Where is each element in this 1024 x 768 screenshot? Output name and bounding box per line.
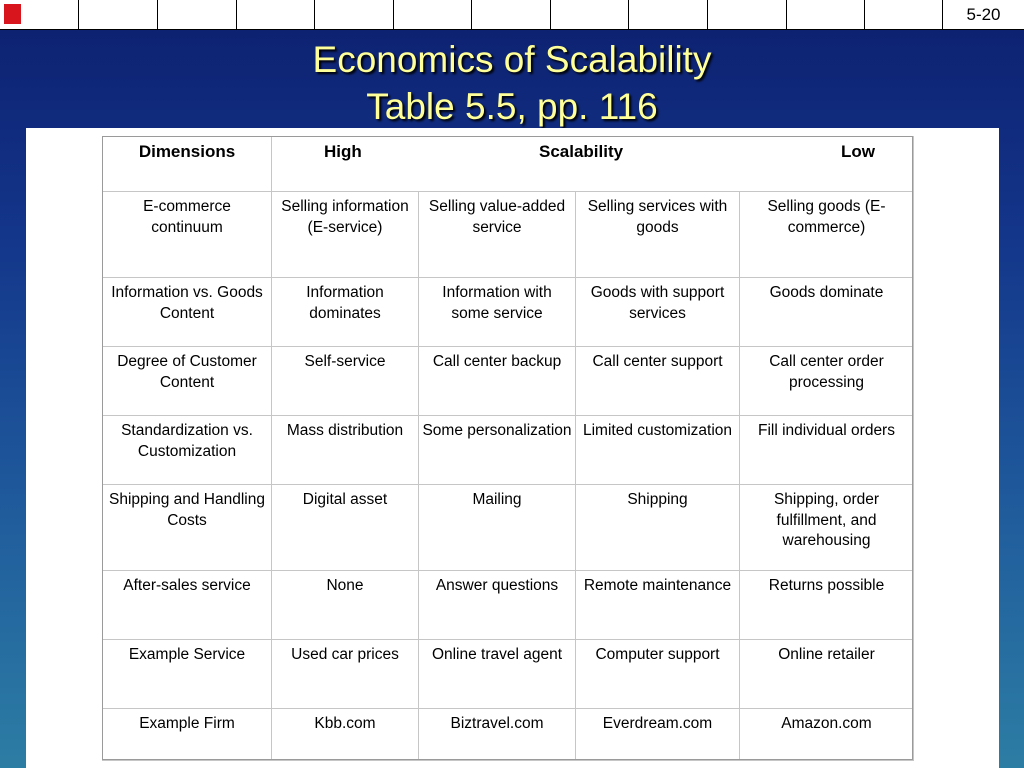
table-cell: Kbb.com: [272, 709, 419, 761]
bar-cell: [237, 0, 315, 29]
table-cell: Goods with support services: [576, 278, 740, 347]
table-cell: Answer questions: [419, 571, 576, 640]
row-dimension-cell: Standardization vs. Customization: [103, 416, 272, 485]
table-cell: Selling services with goods: [576, 192, 740, 278]
slide-title: [0, 36, 1024, 130]
table-cell: Call center backup: [419, 347, 576, 416]
title-line-1: Economics of Scalability: [312, 39, 712, 80]
table-row: [103, 640, 914, 709]
title-line-2: Table 5.5, pp. 116: [366, 86, 658, 127]
table-cell: Remote maintenance: [576, 571, 740, 640]
table-cell: Goods dominate: [740, 278, 914, 347]
bar-cell: [865, 0, 943, 29]
row-dimension-cell: Degree of Customer Content: [103, 347, 272, 416]
table-cell: Online retailer: [740, 640, 914, 709]
row-dimension-cell: Example Service: [103, 640, 272, 709]
scalability-table: [102, 136, 914, 761]
row-dimension-cell: Example Firm: [103, 709, 272, 761]
row-dimension-cell: Shipping and Handling Costs: [103, 485, 272, 571]
table-cell: Call center order processing: [740, 347, 914, 416]
bar-cell: [551, 0, 629, 29]
table-cell: Shipping: [576, 485, 740, 571]
table-cell: Shipping, order fulfillment, and warehousing: [740, 485, 914, 571]
header-high: High: [324, 142, 362, 161]
bar-cell: [629, 0, 708, 29]
top-decorative-bar: [0, 0, 1024, 30]
table-cell: Amazon.com: [740, 709, 914, 761]
table-cell: Returns possible: [740, 571, 914, 640]
table-cell: None: [272, 571, 419, 640]
table-cell: Mass distribution: [272, 416, 419, 485]
header-low: Low: [841, 142, 875, 161]
table-row: [103, 192, 914, 278]
table-cell: Everdream.com: [576, 709, 740, 761]
bar-cell: [0, 0, 79, 29]
table-cell: Information dominates: [272, 278, 419, 347]
table-row: [103, 278, 914, 347]
bar-cell: [472, 0, 551, 29]
bar-cell: [158, 0, 237, 29]
table-row: [103, 347, 914, 416]
bar-cell: [79, 0, 158, 29]
row-dimension-cell: After-sales service: [103, 571, 272, 640]
table-row: [103, 485, 914, 571]
table-cell: Self-service: [272, 347, 419, 416]
slide-number: 5-20: [966, 5, 1001, 24]
header-scale: [272, 137, 914, 192]
table-row: [103, 416, 914, 485]
table-cell: Digital asset: [272, 485, 419, 571]
table-row: [103, 709, 914, 761]
table-cell: Computer support: [576, 640, 740, 709]
table-cell: Used car prices: [272, 640, 419, 709]
bar-cell: [787, 0, 865, 29]
bar-cell: [708, 0, 787, 29]
header-dimensions: Dimensions: [103, 137, 272, 192]
table-cell: Selling value-added service: [419, 192, 576, 278]
table-row: [103, 571, 914, 640]
table-cell: Online travel agent: [419, 640, 576, 709]
row-dimension-cell: Information vs. Goods Content: [103, 278, 272, 347]
table-cell: Fill individual orders: [740, 416, 914, 485]
table-cell: Mailing: [419, 485, 576, 571]
bar-cell: [394, 0, 472, 29]
table-cell: Selling information (E-service): [272, 192, 419, 278]
row-dimension-cell: E-commerce continuum: [103, 192, 272, 278]
header-scalability: Scalability: [539, 142, 624, 161]
table-cell: Selling goods (E-commerce): [740, 192, 914, 278]
bar-cell: [315, 0, 394, 29]
table-cell: Some personalization: [419, 416, 576, 485]
table-cell: Biztravel.com: [419, 709, 576, 761]
table-cell: Information with some service: [419, 278, 576, 347]
table-cell: Limited customization: [576, 416, 740, 485]
table-header-row: [103, 137, 914, 192]
table-cell: Call center support: [576, 347, 740, 416]
